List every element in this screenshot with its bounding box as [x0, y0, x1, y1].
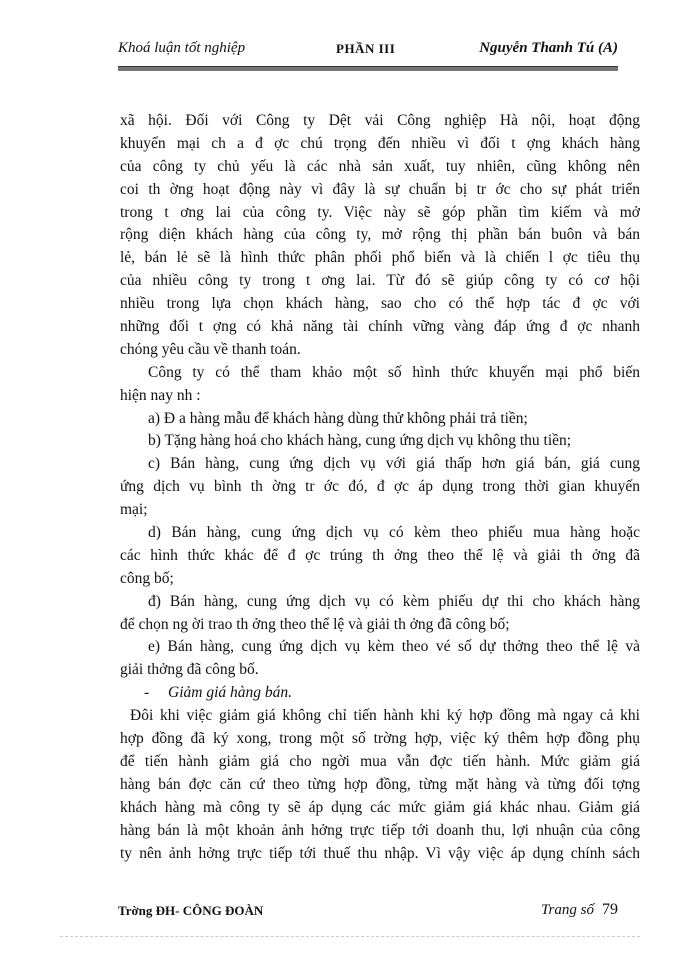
- body-line: để tiến hành giảm giá cho ngời mua vẫn đợc tiến hành. Mức giảm giá: [120, 752, 640, 770]
- footer-rule: [60, 936, 640, 937]
- body-line: của nhiều công ty trong t ơng lai. Từ đó sẽ giúp công ty có cơ hội: [120, 272, 640, 290]
- header-section: PHẦN III: [336, 41, 396, 56]
- header-rule: [118, 66, 618, 71]
- body-line: hàng bán là một khoản ảnh hởng trực tiếp tới doanh thu, lợi nhuận của công: [120, 821, 640, 839]
- body-line: coi th ờng hoạt động này vì đây là sự chuẩn bị tr ớc cho sự phát triển: [120, 180, 640, 198]
- document-body: [120, 110, 640, 865]
- body-line: hàng bán đợc căn cứ theo từng hợp đồng, từng mặt hàng và từng đối tợng: [120, 775, 640, 793]
- list-item-b: b) Tặng hàng hoá cho khách hàng, cung ứng dịch vụ không thu tiền;: [148, 432, 572, 450]
- body-line: khách hàng mà công ty sẽ áp dụng các mức giảm giá khác nhau. Giảm giá: [120, 798, 640, 816]
- subheading-price-reduction: [120, 682, 640, 705]
- list-item-a: a) Đ a hàng mẫu để khách hàng dùng thử không phải trả tiền;: [148, 409, 528, 427]
- body-line: những đối t ợng có khả năng tài chính vững vàng đáp ứng đ ợc nhanh: [120, 318, 640, 336]
- footer-page: [541, 901, 618, 919]
- body-line: giải thởng đã công bố.: [120, 661, 259, 679]
- body-line: Công ty có thể tham khảo một số hình thức khuyến mại phổ biến: [148, 363, 640, 381]
- list-item-dd: đ) Bán hàng, cung ứng dịch vụ có kèm phiếu dự thi cho khách hàng: [148, 592, 640, 610]
- body-line: lẻ, bán lẻ sẽ là hình thức phân phối phổ biến và là chiến l ợc tiêu thụ: [120, 249, 640, 267]
- subheading-text: Giảm giá hàng bán.: [168, 684, 292, 702]
- body-line: Đôi khi việc giảm giá không chỉ tiến hành khi ký hợp đồng mà ngay cả khi: [130, 707, 640, 725]
- page-footer: [118, 903, 618, 927]
- body-line: của công ty chủ yếu là các nhà sản xuất, tuy nhiên, cũng không nên: [120, 157, 640, 175]
- body-line: mại;: [120, 501, 148, 519]
- header-thesis-title: Khoá luận tốt nghiệp: [118, 40, 246, 56]
- footer-school: Trờng ĐH- CÔNG ĐOÀN: [118, 903, 264, 918]
- body-line: ty nên ảnh hởng trực tiếp tới thuế thu nhập. Vì vậy việc áp dụng chính sách: [120, 844, 640, 862]
- body-line: công bố;: [120, 569, 174, 587]
- body-line: rộng diện khách hàng của công ty, mở rộng thị phần bán buôn và bán: [120, 226, 640, 244]
- body-line: nhiều trong lựa chọn khách hàng, sao cho có thể hợp tác đ ợc với: [120, 295, 640, 313]
- body-line: ứng dịch vụ bình th ờng tr ớc đó, đ ợc áp dụng trong thời gian khuyến: [120, 478, 640, 496]
- body-line: chóng yêu cầu về thanh toán.: [120, 340, 301, 358]
- body-line: các hình thức khác để đ ợc trúng th ởng theo thể lệ và giải th ởng đã: [120, 546, 640, 564]
- list-item-c: c) Bán hàng, cung ứng dịch vụ với giá thấp hơn giá bán, giá cung: [148, 455, 640, 473]
- body-line: hợp đồng đã ký xong, trong một số trờng hợp, việc ký thêm hợp đồng phụ: [120, 730, 640, 748]
- body-line: để chọn ng ời trao th ởng theo thể lệ và giải th ởng đã công bố;: [120, 615, 510, 633]
- footer-page-label: Trang số: [541, 902, 594, 918]
- body-line: khuyến mại ch a đ ợc chú trọng đến nhiều vì đối t ợng khách hàng: [120, 134, 640, 152]
- body-line: trong t ơng lai của công ty. Việc này sẽ góp phần tìm kiếm và mở: [120, 203, 640, 221]
- page-number: 79: [602, 901, 618, 918]
- list-item-e: e) Bán hàng, cung ứng dịch vụ kèm theo vé số dự thởng theo thể lệ và: [148, 638, 640, 656]
- header-author: Nguyễn Thanh Tú (A): [479, 40, 618, 56]
- list-item-d: d) Bán hàng, cung ứng dịch vụ có kèm theo phiếu mua hàng hoặc: [148, 524, 640, 542]
- body-line: xã hội. Đối với Công ty Dệt vải Công nghiệp Hà nội, hoạt động: [120, 112, 640, 129]
- bullet-dash: -: [144, 684, 150, 702]
- body-line: hiện nay nh :: [120, 386, 201, 404]
